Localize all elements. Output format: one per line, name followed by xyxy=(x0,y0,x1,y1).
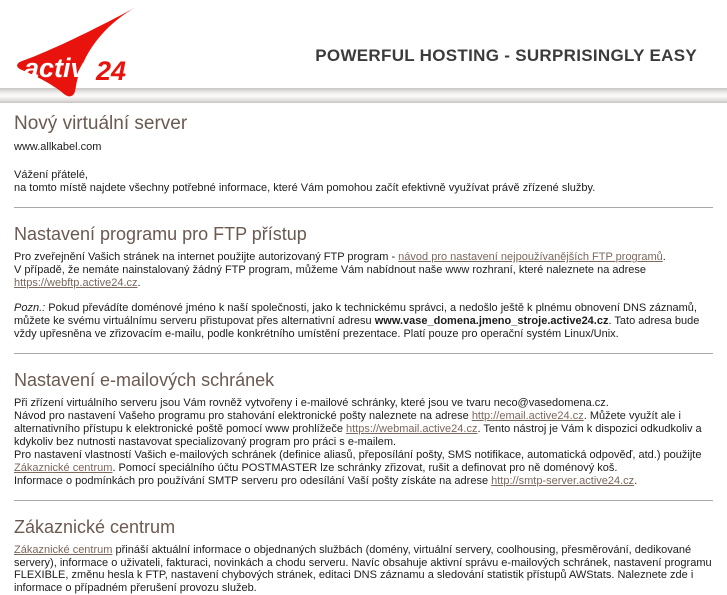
italic-text: Pozn.: xyxy=(14,301,46,314)
text-link[interactable]: návod pro nastavení nejpoužívanějších FTP programů xyxy=(398,250,663,263)
text-link[interactable]: http://email.active24.cz xyxy=(471,409,584,422)
plain-text: Při zřízení virtuálního serveru jsou Vám rovněž vytvořeny i e-mailové schránky, které jsou ve tvaru neco@vasedomena.cz. xyxy=(14,396,609,409)
plain-text: . xyxy=(137,276,141,289)
text-link[interactable]: http://smtp-server.active24.cz xyxy=(491,474,635,487)
logo-word: active xyxy=(24,53,101,83)
bold-text: www.vase_domena.jmeno_stroje.active24.cz xyxy=(374,314,609,327)
plain-text: V případě, že nemáte nainstalovaný žádný FTP program, můžeme Vám nabídnout naše www rozhraní, které naleznete na adrese xyxy=(14,263,647,276)
greeting-paragraph xyxy=(14,169,713,195)
page-content xyxy=(0,113,727,595)
plain-text: . xyxy=(634,474,638,487)
plain-text: Pro nastavení vlastností Vašich e-mailových schránek (definice aliasů, přeposílání pošty, SMS notifikace, automatická odpověď, atd.) použijte xyxy=(14,448,702,461)
plain-text: . Pomocí speciálního účtu POSTMASTER lze schránky zřizovat, rušit a definovat pro ně doménový koš. xyxy=(112,461,618,474)
plain-text: . Tato adresa bude vždy upřesněna ve zřizovacím e-mailu, podle konkrétního umístění prezentace. Platí pouze pro operační systém Linux/Unix. xyxy=(14,314,700,340)
page-title: Nový virtuální server xyxy=(14,113,188,134)
active24-logo xyxy=(8,3,142,99)
plain-text: Pro zveřejnění Vašich stránek na internet použijte autorizovaný FTP program - xyxy=(14,250,399,263)
plain-text: Informace o podmínkách pro používání SMTP serveru pro odesílání Vaší pošty získáte na adrese xyxy=(14,474,492,487)
section-paragraph xyxy=(14,302,713,341)
text-link[interactable]: https://webftp.active24.cz xyxy=(14,276,138,289)
section-title-ftp: Nastavení programu pro FTP přístup xyxy=(14,223,307,244)
plain-text: přináší aktuální informace o objednaných službách (domény, virtuální servery, coolhousing, přesměrování, dedikované servery), informace o uživateli, fakturaci, novinkách a chodu serveru. Navíc obsahuje aktivní správu e-mailových schránek, nastavení programu FLEXIBLE, změnu hesla k FTP, nastavení chybových stránek, editaci DNS záznamu a sledování statistik přístupů AWStats. Naleznete zde i informace o případném přerušení provozu služeb. xyxy=(14,543,712,595)
logo-number: 24 xyxy=(96,56,127,86)
section-divider xyxy=(14,207,713,208)
header-tagline: POWERFUL HOSTING - SURPRISINGLY EASY xyxy=(315,46,697,65)
page-header xyxy=(0,0,727,88)
sections-container xyxy=(14,207,713,595)
plain-text: Pokud převádíte doménové jméno k naší společnosti, jako k technickému správci, a nedošlo ještě k plnému obnovení DNS záznamů, můžete ke svému virtuálnímu serveru přistupovat přes alternativní adresu xyxy=(14,301,697,327)
greeting-line-2: na tomto místě najdete všechny potřebné informace, které Vám pomohou začít efektivně využívat právě zřízené služby. xyxy=(14,181,596,194)
text-link[interactable]: https://webmail.active24.cz xyxy=(346,422,478,435)
section-paragraph xyxy=(14,544,713,595)
customer-domain: www.allkabel.com xyxy=(14,141,102,153)
section-divider xyxy=(14,500,713,501)
section-title-email: Nastavení e-mailových schránek xyxy=(14,369,275,390)
plain-text: . Můžete využít ale i alternativního přístupu k elektronické poště pomocí www prohlížeče xyxy=(14,409,681,435)
section-title-zakaznicke-centrum: Zákaznické centrum xyxy=(14,516,176,537)
text-link[interactable]: Zákaznické centrum xyxy=(14,461,113,474)
greeting-line-1: Vážení přátelé, xyxy=(14,169,88,181)
section-divider xyxy=(14,353,713,354)
plain-text: Návod pro nastavení Vašeho programu pro stahování elektronické pošty naleznete na adrese xyxy=(14,409,472,422)
section-paragraph xyxy=(14,397,713,488)
plain-text: . xyxy=(662,250,666,263)
plain-text: . Tento nástroj je Vám k dispozici odkudkoliv a kdykoliv bez nutnosti nastavovat specializovaný program pro práci s e-mailem. xyxy=(14,422,702,448)
section-paragraph xyxy=(14,251,713,290)
text-link[interactable]: Zákaznické centrum xyxy=(14,543,113,556)
